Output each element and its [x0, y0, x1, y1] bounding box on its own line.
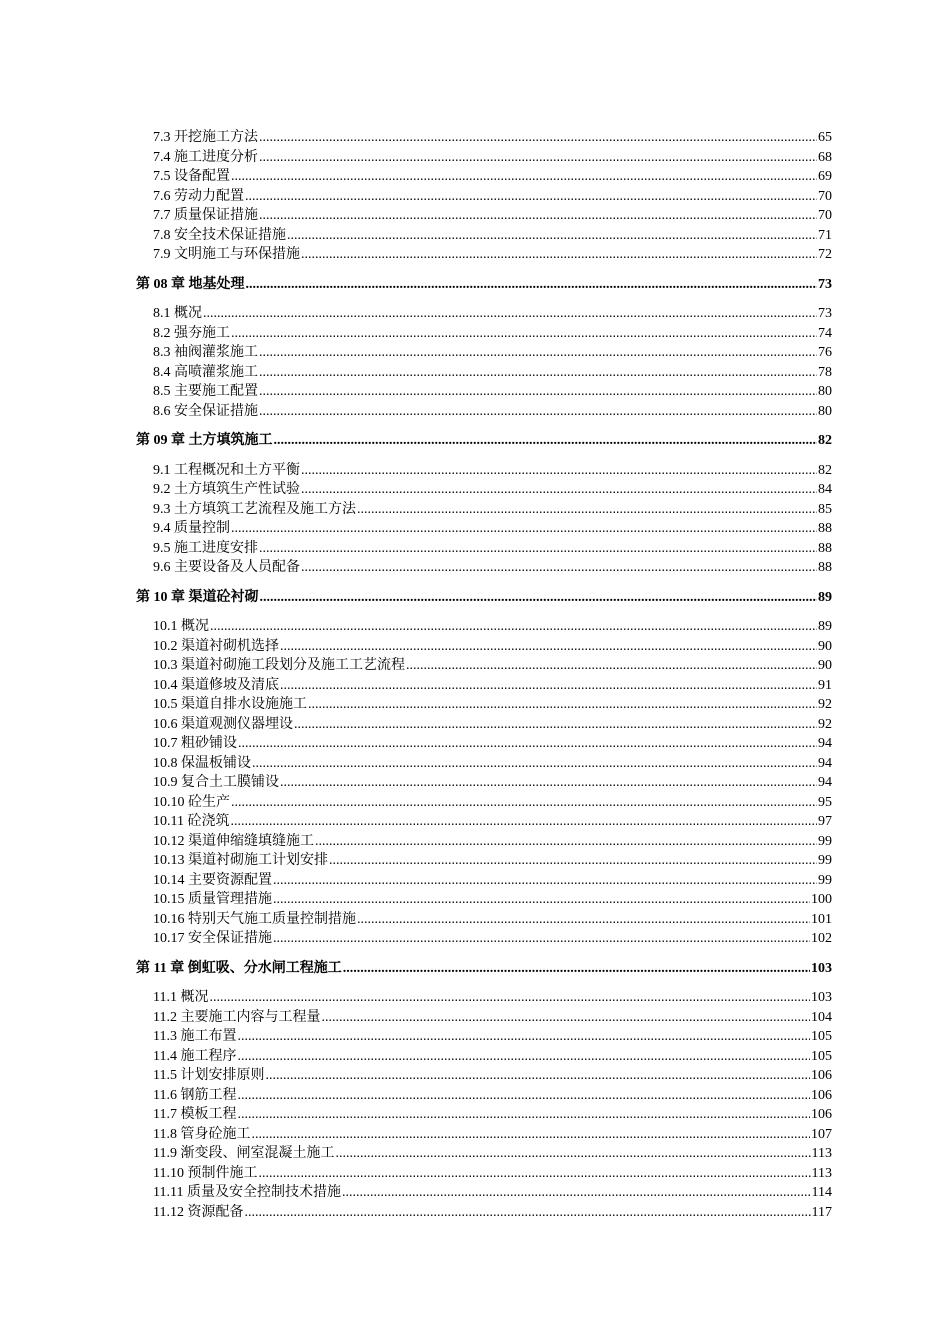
- toc-section-entry[interactable]: [136, 1027, 832, 1047]
- toc-entry-title: 10.13 渠道衬砌施工计划安排: [153, 853, 328, 868]
- toc-entry-page: 113: [811, 1146, 832, 1161]
- toc-entry-title: 11.10 预制件施工: [153, 1165, 258, 1181]
- toc-entry-title: 10.1 概况: [153, 619, 209, 634]
- dot-leader: [230, 812, 817, 832]
- toc-entry-title: 10.12 渠道伸缩缝填缝施工: [153, 833, 314, 849]
- toc-entry-title: 7.6 劳动力配置: [153, 188, 244, 204]
- toc-section-entry[interactable]: [136, 1164, 832, 1184]
- toc-section-entry[interactable]: [136, 695, 832, 715]
- toc-entry-title: 10.3 渠道衬砌施工段划分及施工工艺流程: [153, 658, 405, 673]
- toc-entry-page: 113: [811, 1165, 832, 1181]
- dot-leader: [287, 226, 817, 246]
- toc-section-entry[interactable]: [136, 1144, 832, 1164]
- toc-entry-page: 73: [818, 276, 832, 292]
- toc-section-entry[interactable]: [136, 637, 832, 657]
- dot-leader: [280, 637, 817, 657]
- dot-leader: [273, 929, 810, 949]
- toc-section-entry[interactable]: [136, 656, 832, 676]
- dot-leader: [209, 988, 810, 1008]
- toc-section-entry[interactable]: [136, 1047, 832, 1067]
- toc-entry-title: 11.7 模板工程: [153, 1107, 237, 1122]
- dot-leader: [237, 1027, 810, 1047]
- toc-section-entry[interactable]: [136, 226, 832, 246]
- dot-leader: [231, 167, 817, 187]
- toc-entry-title: 7.8 安全技术保证措施: [153, 227, 286, 243]
- toc-entry-page: 70: [818, 188, 832, 204]
- toc-entry-title: 10.4 渠道修坡及清底: [153, 677, 279, 693]
- toc-entry-page: 106: [811, 1107, 832, 1122]
- toc-entry-title: 10.16 特别天气施工质量控制措施: [153, 911, 356, 927]
- toc-entry-title: 11.12 资源配备: [153, 1204, 244, 1220]
- toc-entry-page: 106: [811, 1087, 832, 1103]
- toc-entry-page: 68: [818, 149, 832, 165]
- toc-section-entry[interactable]: [136, 558, 832, 578]
- toc-entry-title: 8.4 高喷灌浆施工: [153, 364, 258, 380]
- toc-entry-page: 97: [818, 814, 832, 829]
- dot-leader: [335, 1144, 810, 1164]
- dot-leader: [259, 382, 817, 402]
- toc-entry-title: 9.1 工程概况和土方平衡: [153, 462, 300, 478]
- toc-entry-title: 8.6 安全保证措施: [153, 403, 258, 419]
- toc-entry-page: 82: [818, 433, 832, 448]
- dot-leader: [237, 1047, 810, 1067]
- toc-entry-page: 106: [811, 1068, 832, 1083]
- toc-entry-page: 89: [818, 619, 832, 634]
- toc-entry-title: 10.14 主要资源配置: [153, 872, 272, 888]
- dot-leader: [259, 343, 817, 363]
- toc-entry-title: 10.15 质量管理措施: [153, 892, 272, 907]
- dot-leader: [273, 871, 817, 891]
- dot-leader: [406, 656, 817, 676]
- dot-leader: [259, 539, 817, 559]
- toc-entry-page: 74: [818, 325, 832, 341]
- toc-chapter-entry[interactable]: [136, 431, 832, 451]
- toc-section-entry[interactable]: [136, 167, 832, 187]
- toc-entry-page: 71: [818, 227, 832, 243]
- dot-leader: [252, 754, 817, 774]
- toc-section-entry[interactable]: [136, 148, 832, 168]
- dot-leader: [357, 910, 810, 930]
- dot-leader: [238, 734, 817, 754]
- toc-section-entry[interactable]: [136, 206, 832, 226]
- toc-entry-title: 8.5 主要施工配置: [153, 384, 258, 399]
- toc-section-entry[interactable]: [136, 871, 832, 891]
- toc-entry-page: 80: [818, 384, 832, 399]
- toc-entry-title: 11.6 钢筋工程: [153, 1087, 237, 1103]
- toc-entry-title: 11.4 施工程序: [153, 1048, 237, 1064]
- dot-leader: [274, 431, 818, 451]
- toc-entry-title: 10.7 粗砂铺设: [153, 736, 237, 751]
- toc-entry-page: 89: [818, 589, 832, 605]
- toc-section-entry[interactable]: [136, 363, 832, 383]
- toc-section-entry[interactable]: [136, 1066, 832, 1086]
- toc-section-entry[interactable]: [136, 382, 832, 402]
- toc-section-entry[interactable]: [136, 910, 832, 930]
- toc-section-entry[interactable]: [136, 500, 832, 520]
- toc-entry-title: 9.4 质量控制: [153, 521, 230, 536]
- toc-chapter-entry[interactable]: [136, 959, 832, 979]
- toc-entry-title: 7.3 开挖施工方法: [153, 130, 258, 145]
- toc-entry-page: 99: [818, 872, 832, 888]
- toc-entry-page: 72: [818, 247, 832, 262]
- toc-section-entry[interactable]: [136, 793, 832, 813]
- toc-entry-page: 92: [818, 697, 832, 712]
- toc-section-entry[interactable]: [136, 1008, 832, 1028]
- toc-entry-title: 11.8 管身砼施工: [153, 1126, 251, 1142]
- toc-section-entry[interactable]: [136, 1086, 832, 1106]
- toc-entry-page: 84: [818, 482, 832, 497]
- dot-leader: [321, 1008, 810, 1028]
- dot-leader: [301, 461, 817, 481]
- toc-section-entry[interactable]: [136, 1125, 832, 1145]
- toc-entry-page: 101: [811, 911, 832, 927]
- toc-section-entry[interactable]: [136, 832, 832, 852]
- dot-leader: [259, 206, 817, 226]
- dot-leader: [258, 1164, 810, 1184]
- toc-entry-page: 82: [818, 462, 832, 478]
- toc-entry-page: 105: [811, 1029, 832, 1044]
- dot-leader: [259, 363, 817, 383]
- toc-section-entry[interactable]: [136, 1105, 832, 1125]
- dot-leader: [231, 324, 817, 344]
- toc-entry-page: 73: [818, 306, 832, 321]
- toc-entry-title: 10.8 保温板铺设: [153, 755, 251, 771]
- toc-entry-title: 9.3 土方填筑工艺流程及施工方法: [153, 501, 356, 517]
- toc-entry-page: 90: [818, 638, 832, 654]
- toc-section-entry[interactable]: [136, 245, 832, 265]
- toc-entry-title: 10.9 复合土工膜铺设: [153, 775, 279, 790]
- toc-section-entry[interactable]: [136, 539, 832, 559]
- toc-entry-page: 80: [818, 403, 832, 419]
- toc-entry-title: 11.3 施工布置: [153, 1029, 237, 1044]
- toc-entry-page: 94: [818, 736, 832, 751]
- toc-entry-title: 8.2 强夯施工: [153, 325, 230, 341]
- dot-leader: [245, 187, 817, 207]
- toc-entry-page: 70: [818, 208, 832, 223]
- dot-leader: [244, 1203, 810, 1223]
- toc-entry-page: 117: [811, 1204, 832, 1220]
- dot-leader: [343, 959, 810, 979]
- toc-entry-page: 65: [818, 130, 832, 145]
- toc-section-entry[interactable]: [136, 676, 832, 696]
- dot-leader: [301, 245, 817, 265]
- toc-section-entry[interactable]: [136, 851, 832, 871]
- dot-leader: [237, 1105, 810, 1125]
- dot-leader: [273, 890, 810, 910]
- toc-entry-page: 100: [811, 892, 832, 907]
- dot-leader: [301, 558, 817, 578]
- toc-section-entry[interactable]: [136, 754, 832, 774]
- toc-section-entry[interactable]: [136, 324, 832, 344]
- toc-entry-title: 10.5 渠道自排水设施施工: [153, 697, 307, 712]
- dot-leader: [329, 851, 817, 871]
- toc-entry-title: 9.5 施工进度安排: [153, 540, 258, 556]
- toc-entry-page: 91: [818, 677, 832, 693]
- toc-entry-page: 105: [811, 1048, 832, 1064]
- toc-entry-page: 114: [811, 1185, 832, 1200]
- dot-leader: [231, 519, 817, 539]
- toc-entry-title: 第 10 章 渠道砼衬砌: [136, 589, 259, 605]
- toc-section-entry[interactable]: [136, 1183, 832, 1203]
- toc-entry-title: 7.5 设备配置: [153, 169, 230, 184]
- dot-leader: [294, 715, 817, 735]
- toc-entry-title: 11.9 渐变段、闸室混凝土施工: [153, 1146, 335, 1161]
- dot-leader: [280, 773, 817, 793]
- toc-entry-title: 11.2 主要施工内容与工程量: [153, 1009, 321, 1025]
- toc-section-entry[interactable]: [136, 304, 832, 324]
- toc-entry-page: 99: [818, 833, 832, 849]
- dot-leader: [231, 793, 817, 813]
- toc-entry-page: 104: [811, 1009, 832, 1025]
- toc-entry-page: 107: [811, 1126, 832, 1142]
- toc-entry-title: 第 11 章 倒虹吸、分水闸工程施工: [136, 960, 342, 976]
- toc-entry-title: 10.6 渠道观测仪器埋设: [153, 716, 293, 732]
- toc-entry-title: 8.1 概况: [153, 306, 202, 321]
- toc-entry-title: 7.9 文明施工与环保措施: [153, 247, 300, 262]
- dot-leader: [210, 617, 817, 637]
- toc-section-entry[interactable]: [136, 929, 832, 949]
- toc-entry-page: 95: [818, 794, 832, 810]
- toc-section-entry[interactable]: [136, 812, 832, 832]
- dot-leader: [259, 128, 817, 148]
- toc-entry-page: 69: [818, 169, 832, 184]
- dot-leader: [259, 148, 817, 168]
- dot-leader: [203, 304, 817, 324]
- toc-entry-page: 94: [818, 775, 832, 790]
- dot-leader: [259, 402, 817, 422]
- dot-leader: [251, 1125, 810, 1145]
- toc-chapter-entry[interactable]: [136, 275, 832, 295]
- toc-entry-page: 88: [818, 560, 832, 575]
- toc-entry-page: 94: [818, 755, 832, 771]
- toc-section-entry[interactable]: [136, 734, 832, 754]
- toc-section-entry[interactable]: [136, 343, 832, 363]
- dot-leader: [308, 695, 817, 715]
- toc-entry-page: 102: [811, 931, 832, 946]
- toc-entry-title: 第 08 章 地基处理: [136, 276, 245, 292]
- toc-entry-page: 103: [811, 960, 832, 976]
- dot-leader: [357, 500, 817, 520]
- toc-entry-title: 9.6 主要设备及人员配备: [153, 560, 300, 575]
- toc-section-entry[interactable]: [136, 461, 832, 481]
- dot-leader: [260, 588, 818, 608]
- toc-section-entry[interactable]: [136, 480, 832, 500]
- toc-entry-page: 85: [818, 501, 832, 517]
- toc-section-entry[interactable]: [136, 128, 832, 148]
- toc-entry-title: 9.2 土方填筑生产性试验: [153, 482, 300, 497]
- toc-entry-title: 8.3 袖阀灌浆施工: [153, 345, 258, 360]
- toc-entry-title: 10.17 安全保证措施: [153, 931, 272, 946]
- toc-entry-page: 90: [818, 658, 832, 673]
- dot-leader: [315, 832, 817, 852]
- dot-leader: [301, 480, 817, 500]
- toc-section-entry[interactable]: [136, 617, 832, 637]
- dot-leader: [265, 1066, 810, 1086]
- toc-entry-title: 11.1 概况: [153, 990, 209, 1005]
- toc-chapter-entry[interactable]: [136, 588, 832, 608]
- toc-section-entry[interactable]: [136, 890, 832, 910]
- toc-entry-page: 88: [818, 521, 832, 536]
- toc-entry-title: 10.10 砼生产: [153, 794, 230, 810]
- dot-leader: [237, 1086, 810, 1106]
- toc-section-entry[interactable]: [136, 773, 832, 793]
- toc-entry-page: 92: [818, 716, 832, 732]
- toc-section-entry[interactable]: [136, 715, 832, 735]
- toc-entry-page: 76: [818, 345, 832, 360]
- dot-leader: [280, 676, 817, 696]
- toc-entry-page: 78: [818, 364, 832, 380]
- toc-section-entry[interactable]: [136, 187, 832, 207]
- dot-leader: [246, 275, 818, 295]
- toc-section-entry[interactable]: [136, 402, 832, 422]
- toc-section-entry[interactable]: [136, 988, 832, 1008]
- dot-leader: [342, 1183, 811, 1203]
- toc-section-entry[interactable]: [136, 1203, 832, 1223]
- toc-entry-title: 11.5 计划安排原则: [153, 1068, 265, 1083]
- toc-entry-title: 第 09 章 土方填筑施工: [136, 433, 273, 448]
- toc-entry-title: 10.11 砼浇筑: [153, 814, 230, 829]
- toc-entry-title: 11.11 质量及安全控制技术措施: [153, 1185, 341, 1200]
- table-of-contents: [136, 128, 832, 1222]
- toc-entry-page: 99: [818, 853, 832, 868]
- toc-section-entry[interactable]: [136, 519, 832, 539]
- toc-entry-title: 7.7 质量保证措施: [153, 208, 258, 223]
- toc-entry-page: 103: [811, 990, 832, 1005]
- toc-entry-title: 7.4 施工进度分析: [153, 149, 258, 165]
- toc-entry-title: 10.2 渠道衬砌机选择: [153, 638, 279, 654]
- toc-entry-page: 88: [818, 540, 832, 556]
